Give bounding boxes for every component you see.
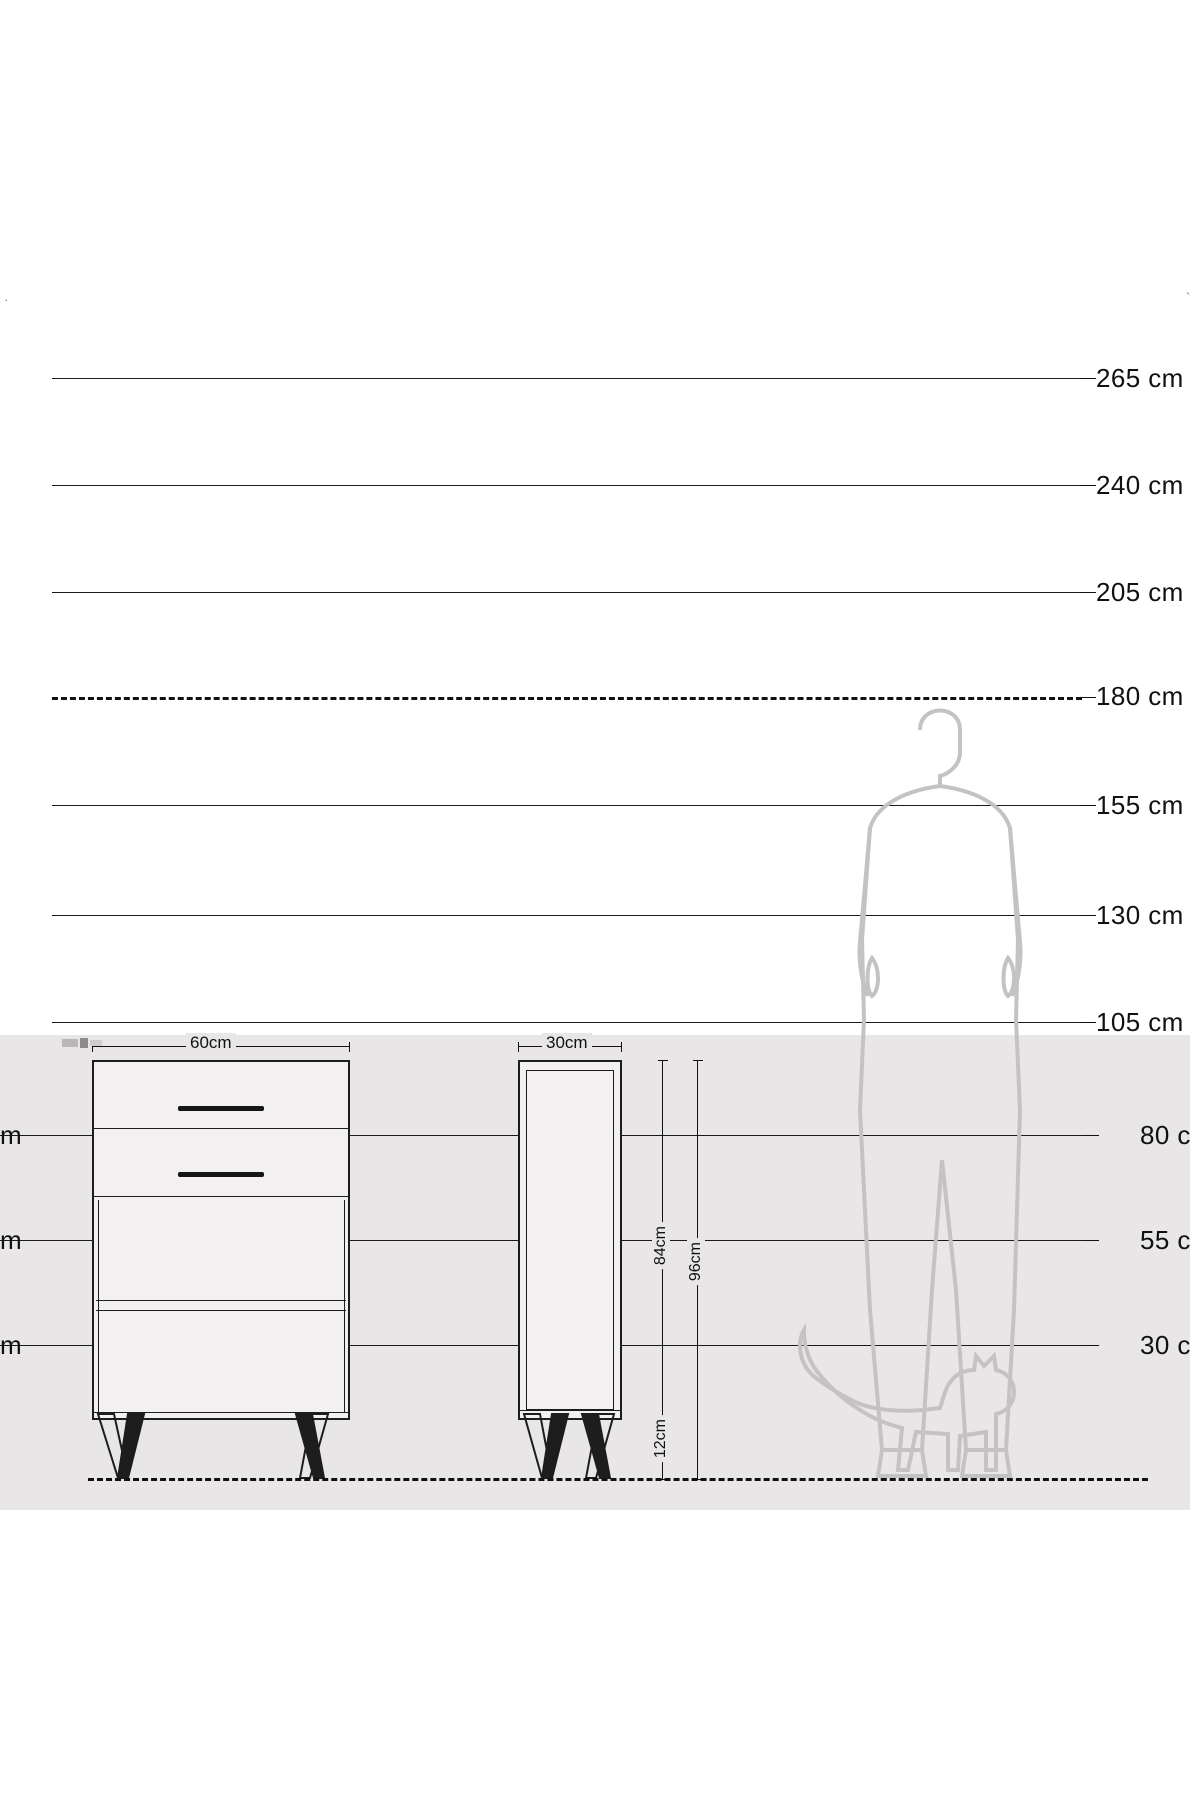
scale-label-265: 265 cm bbox=[1096, 363, 1184, 393]
drawer-cabinet-inner-left bbox=[98, 1200, 99, 1412]
scale-line-240 bbox=[52, 485, 1082, 486]
ground-line bbox=[88, 1478, 1148, 1481]
scale-label-105: 105 cm bbox=[1096, 1007, 1184, 1037]
watermark-icon bbox=[62, 1036, 104, 1050]
scale-line-265 bbox=[52, 378, 1082, 379]
scale-line-205 bbox=[52, 592, 1082, 593]
scale-label-30: 30 c bbox=[1140, 1330, 1191, 1360]
tall-cabinet-legs bbox=[514, 1412, 626, 1482]
drawer-handle-2 bbox=[178, 1172, 264, 1177]
corner-mark-top-left: · bbox=[4, 292, 9, 307]
width-dimension-60cm-label: 60cm bbox=[186, 1033, 236, 1053]
width-dimension-30cm-label: 30cm bbox=[542, 1033, 592, 1053]
height-dimension-96cm-label: 96cm bbox=[687, 1238, 705, 1285]
scale-label-30-left-clip: m bbox=[0, 1330, 23, 1360]
scale-label-240: 240 cm bbox=[1096, 470, 1184, 500]
height-dimension-84cm-label: 84cm bbox=[652, 1222, 670, 1269]
tall-cabinet-base-line bbox=[518, 1410, 622, 1411]
corner-mark-top-right: ` bbox=[1186, 290, 1191, 305]
scale-label-205: 205 cm bbox=[1096, 577, 1184, 607]
drawer-cabinet-shelf-line-2 bbox=[96, 1310, 346, 1311]
scale-label-80: 80 c bbox=[1140, 1120, 1191, 1150]
drawer-handle-1 bbox=[178, 1106, 264, 1111]
tick-265 bbox=[1082, 378, 1096, 379]
scale-label-155: 155 cm bbox=[1096, 790, 1184, 820]
scale-label-80-left-clip: m bbox=[0, 1120, 23, 1150]
drawer-cabinet-inner-right bbox=[344, 1200, 345, 1412]
drawer-cabinet bbox=[92, 1060, 350, 1420]
drawer-cabinet-divider-1 bbox=[92, 1128, 350, 1129]
cat-silhouette bbox=[790, 1300, 1040, 1490]
scale-label-55: 55 c bbox=[1140, 1225, 1191, 1255]
drawer-cabinet-shelf-line bbox=[96, 1300, 346, 1301]
scale-label-130: 130 cm bbox=[1096, 900, 1184, 930]
drawer-cabinet-divider-2 bbox=[92, 1196, 350, 1197]
scale-label-55-left-clip: m bbox=[0, 1225, 23, 1255]
tick-205 bbox=[1082, 592, 1096, 593]
height-dimension-12cm-label: 12cm bbox=[652, 1415, 670, 1462]
drawer-cabinet-legs bbox=[88, 1412, 354, 1482]
tick-240 bbox=[1082, 485, 1096, 486]
tall-cabinet-inner-panel bbox=[526, 1070, 614, 1410]
scale-label-180: 180 cm bbox=[1096, 681, 1184, 711]
